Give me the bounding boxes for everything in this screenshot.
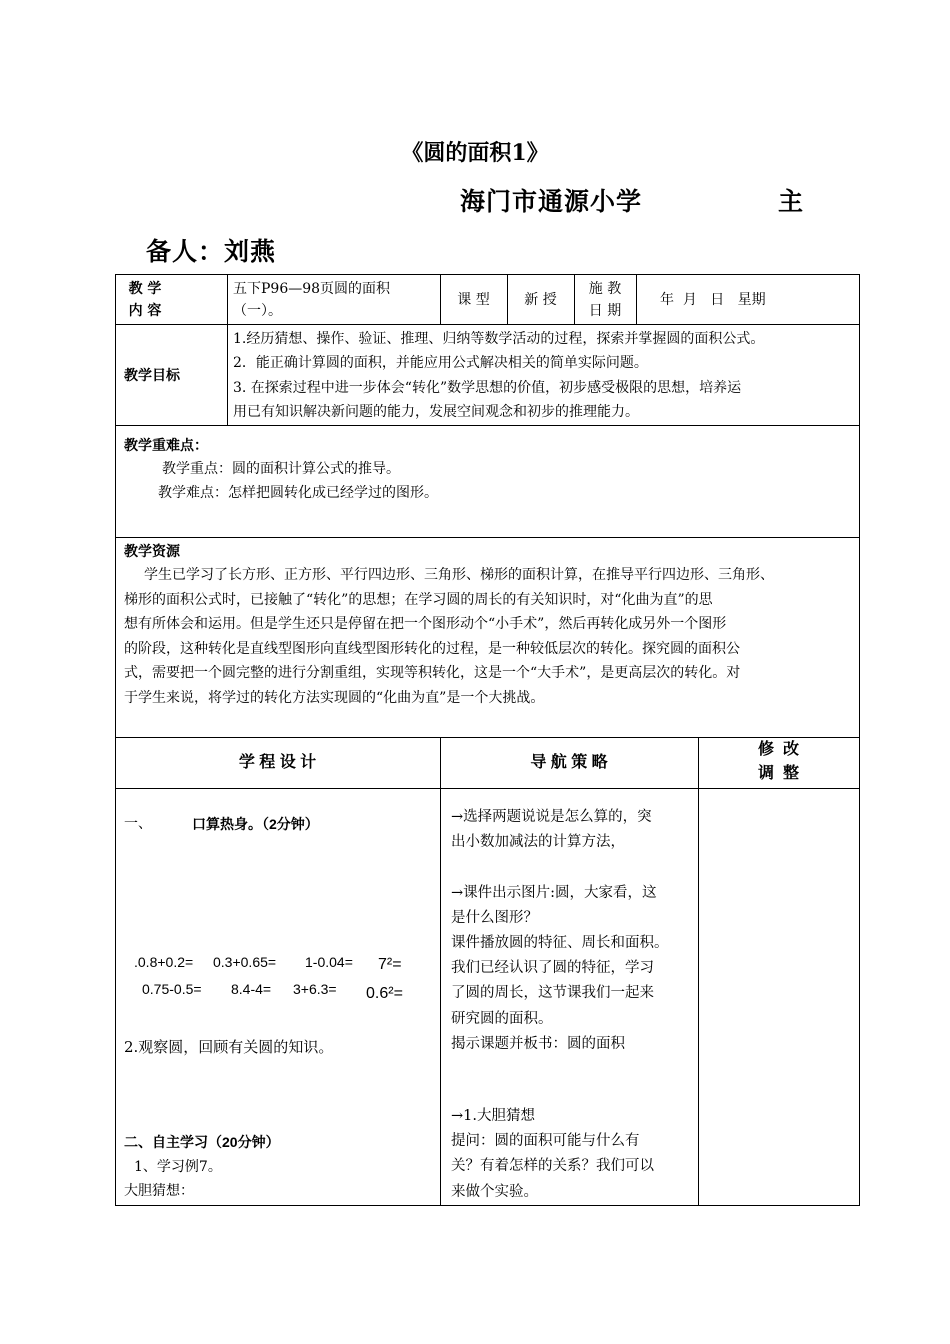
calc-item: 0.75-0.5= (142, 981, 202, 997)
section1-title: 口算热身。（2分钟） (192, 816, 319, 832)
guess-label: 大胆猜想： (124, 1183, 194, 1199)
resources-line: 式，需要把一个圆完整的进行分割重组，实现等积转化，这是一个“大手术”，是更高层次的转化。对 (124, 665, 741, 681)
class-type-value: 新 授 (524, 292, 557, 308)
strategy-block-2 (451, 1104, 696, 1205)
objective-2: 2．能正确计算圆的面积，并能应用公式解决相关的简单实际问题。 (233, 355, 648, 371)
strategy-line: 是什么图形？ (451, 909, 538, 926)
key-points-label: 教学重难点： (124, 437, 208, 453)
strategy-block-1 (451, 805, 696, 1057)
section2-item: 1、学习例7。 (134, 1159, 222, 1175)
calc-item: 3+6.3= (293, 981, 337, 997)
objective-4: 用已有知识解决新问题的能力，发展空间观念和初步的推理能力。 (233, 404, 639, 420)
column-header-revise-line2: 调 整 (758, 765, 799, 782)
calc-item: .0.8+0.2= (134, 954, 194, 970)
document-title: 《圆的面积1》 (401, 140, 549, 166)
column-header-design: 学 程 设 计 (238, 754, 317, 771)
date-label-line2: 日 期 (588, 303, 622, 319)
role-prefix: 主 (778, 187, 804, 216)
resources-line: 学生已学习了长方形、正方形、平行四边形、三角形、梯形的面积计算，在推导平行四边形、三角形、 (144, 567, 774, 583)
school-name: 海门市通源小学 (460, 187, 643, 216)
column-header-revise-line1: 修 改 (758, 741, 799, 758)
column-header-strategy: 导 航 策 略 (530, 754, 608, 771)
resources-line: 的阶段，这种转化是直线型图形向直线型图形转化的过程，是一种较低层次的转化。探究圆的面积公 (124, 640, 740, 657)
strategy-line: 研究圆的面积。 (451, 1010, 553, 1027)
resources-line: 梯形的面积公式时，已接触了“转化”的思想；在学习圆的周长的有关知识时，对“化曲为直”的思 (124, 591, 713, 608)
content-value-line1: 五下P96—98页圆的面积 (233, 281, 391, 297)
objective-3: 3. 在探索过程中进一步体会“转化”数学思想的价值，初步感受极限的思想，培养运 (233, 380, 742, 396)
calc-item: 8.4-4= (231, 981, 272, 997)
strategy-line (451, 855, 696, 880)
strategy-line: 关？有着怎样的关系？我们可以 (451, 1158, 654, 1175)
teaching-focus: 教学重点：圆的面积计算公式的推导。 (162, 461, 400, 477)
resources-label: 教学资源 (124, 543, 180, 559)
objective-1: 1.经历猜想、操作、验证、推理、归纳等数学活动的过程，探索并掌握圆的面积公式。 (233, 331, 765, 347)
strategy-line: 出小数加减法的计算方法， (451, 834, 625, 851)
strategy-line: 了圆的周长，这节课我们一起来 (451, 985, 654, 1002)
calc-item: 0.6²= (366, 985, 403, 1002)
observe-circle: 2.观察圆，回顾有关圆的知识。 (124, 1038, 334, 1056)
strategy-line: 揭示课题并板书：圆的面积 (451, 1035, 625, 1052)
calc-item: 0.3+0.65= (213, 954, 277, 970)
resources-paragraph (124, 563, 854, 710)
strategy-line: →选择两题说说是怎么算的，突 (451, 809, 652, 825)
strategy-line: →1.大胆猜想 (451, 1108, 535, 1124)
preparer-name: 备人：刘燕 (146, 237, 277, 266)
section1-number: 一、 (124, 816, 152, 832)
resources-line: 于学生来说，将学过的转化方法实现圆的“化曲为直”是一个大挑战。 (124, 689, 545, 706)
date-value: 年 月 日 星期 (660, 292, 766, 308)
strategy-line: →课件出示图片:圆，大家看，这 (451, 884, 657, 901)
content-label-line1: 教 学 (128, 281, 162, 297)
teaching-difficulty: 教学难点：怎样把圆转化成已经学过的图形。 (158, 485, 438, 501)
objectives-label: 教学目标 (124, 367, 180, 383)
strategy-line: 课件播放圆的特征、周长和面积。 (451, 935, 669, 951)
strategy-line: 我们已经认识了圆的特征，学习 (451, 960, 654, 977)
section2-title: 二、自主学习（20分钟） (124, 1134, 280, 1150)
resources-line: 想有所体会和运用。但是学生还只是停留在把一个图形动个“小手术”，然后再转化成另外一个图形 (124, 616, 727, 632)
strategy-line: 提问：圆的面积可能与什么有 (451, 1133, 640, 1150)
calc-item: 7²= (378, 956, 402, 973)
date-label-line1: 施 教 (588, 281, 622, 297)
content-value-line2: （一）。 (233, 303, 282, 319)
content-label-line2: 内 容 (128, 303, 162, 319)
strategy-line: 来做个实验。 (451, 1183, 538, 1200)
calc-item: 1-0.04= (305, 954, 353, 970)
class-type-label: 课 型 (457, 292, 490, 308)
